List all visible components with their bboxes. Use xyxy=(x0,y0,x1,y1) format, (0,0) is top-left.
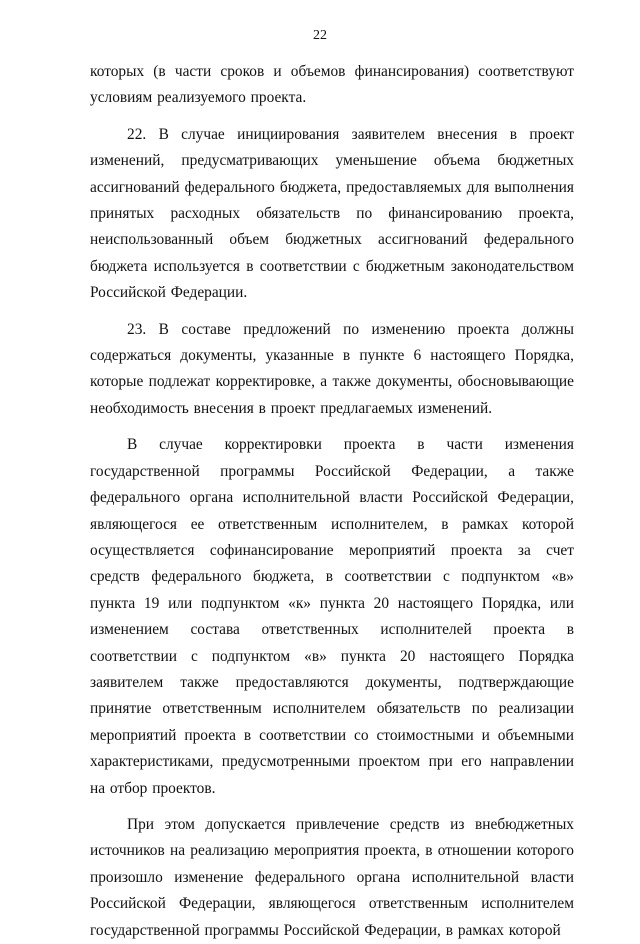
page-number: 22 xyxy=(313,28,327,43)
paragraph-correction-case: В случае корректировки проекта в части изменения государственной программы Российской Федерации, а также федерального органа исполнительной власти Российской Федерации, являющегося ее ответственным исполнителем, в рамках которой осуществляется софинансирование мероприятий проекта за счет средств федерального бюджета, в соответствии с подпунктом «в» пункта 19 или подпунктом «к» пункта 20 настоящего Порядка, или изменением состава ответственных исполнителей проекта в соответствии с подпунктом «в» пункта 20 настоящего Порядка заявителем также предоставляются документы, подтверждающие принятие ответственным исполнителем обязательств по реализации мероприятий проекта в соответствии со стоимостными и объемными характеристиками, предусмотренными проектом при его направлении на отбор проектов. xyxy=(90,436,574,797)
paragraph-extrabudgetary: При этом допускается привлечение средств из внебюджетных источников на реализацию мероприятия проекта, в отношении которого произошло изменение федерального органа исполнительной власти Российской Федерации, являющегося ответственным исполнителем государственной программы Российской Федерации, в рамках которой xyxy=(90,815,574,939)
document-body xyxy=(90,59,574,944)
paragraph-item-23: 23. В составе предложений по изменению проекта должны содержаться документы, указанные в пункте 6 настоящего Порядка, которые подлежат корректировке, а также документы, обосновывающие необходимость внесения в проект предлагаемых изменений. xyxy=(90,320,574,417)
paragraph-item-22: 22. В случае инициирования заявителем внесения в проект изменений, предусматривающих уменьшение объема бюджетных ассигнований федерального бюджета, предоставляемых для выполнения принятых расходных обязательств по финансированию проекта, неиспользованный объем бюджетных ассигнований федерального бюджета используется в соответствии с бюджетным законодательством Российской Федерации. xyxy=(90,125,574,302)
paragraph-continuation: которых (в части сроков и объемов финансирования) соответствуют условиям реализуемого проекта. xyxy=(90,63,574,107)
